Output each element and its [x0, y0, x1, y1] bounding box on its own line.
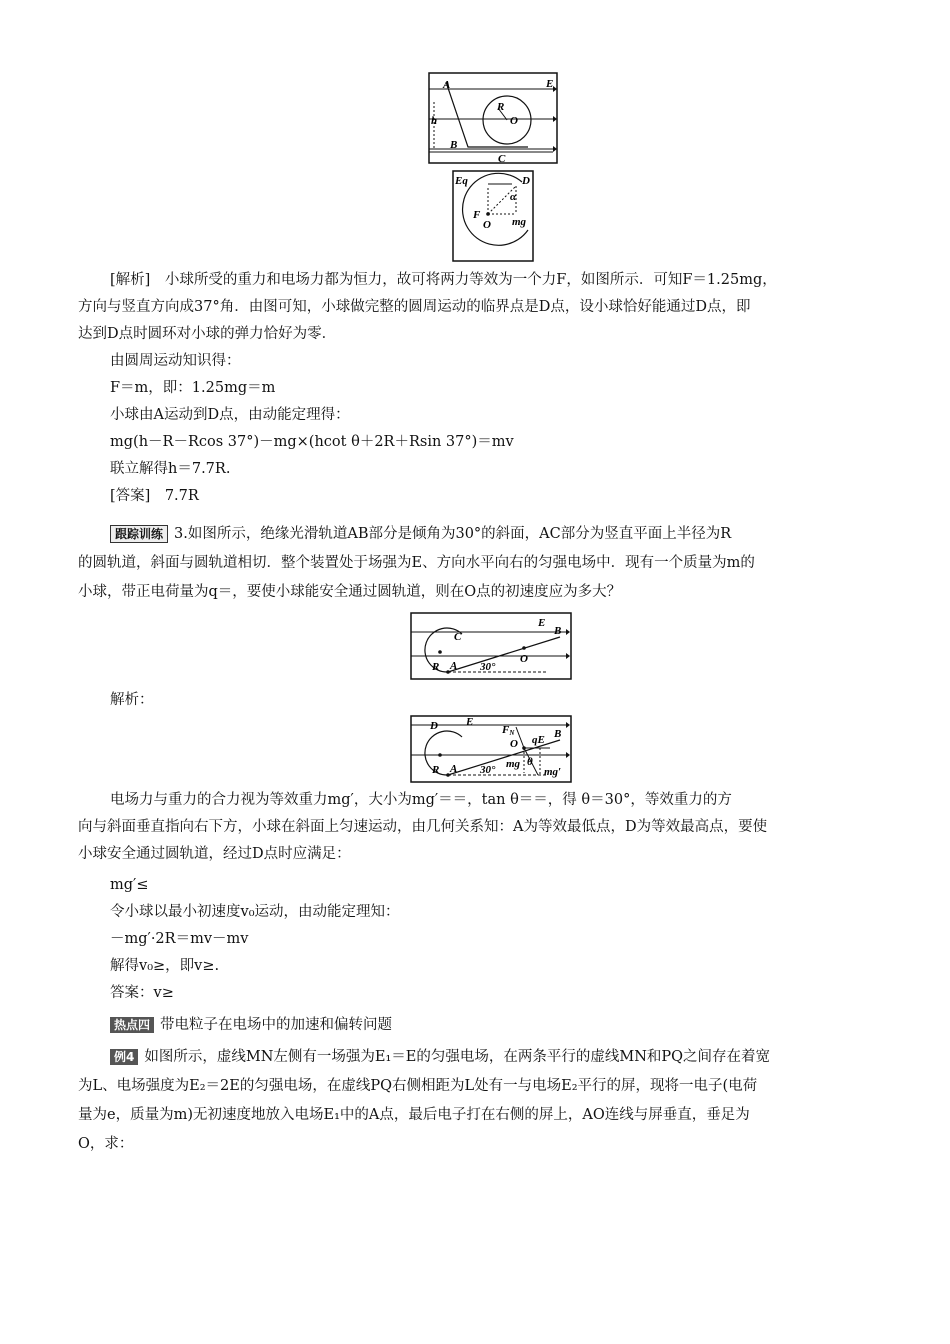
fig3-label-a: A [450, 660, 458, 672]
example-line-2: 为L、电场强度为E₂＝2E的匀强电场，在虚线PQ右侧相距为L处有一与电场E₂平行的屏，现将一电子(电荷 [78, 1078, 758, 1094]
training-text-1: 3.如图所示，绝缘光滑轨道AB部分是倾角为30°的斜面，AC部分为竖直平面上半径为R [174, 526, 732, 542]
fig1-label-b: B [450, 139, 458, 151]
fig2-label-eq: Eq [455, 175, 468, 187]
hotspot-badge: 热点四 [110, 1017, 154, 1033]
analysis-line-3: 达到D点时圆环对小球的弹力恰好为零． [78, 326, 337, 342]
analysis-line-8: 联立解得h＝7.7R. [110, 461, 231, 477]
example-line-1 [110, 1047, 770, 1067]
fig4-label-angle: 30° [480, 764, 496, 776]
fig4-label-mg: mg [506, 758, 521, 770]
fig1-label-e: E [546, 78, 554, 90]
fig3-label-o: O [520, 653, 528, 665]
figure-incline-loop [410, 612, 572, 680]
figure-equivalent-gravity [410, 715, 572, 783]
fig2-label-o: O [483, 219, 491, 231]
solution-line-7: 解得v₀≥，即v≥. [110, 958, 220, 974]
solution-line-2: 向与斜面垂直指向右下方，小球在斜面上匀速运动，由几何关系知：A为等效最低点，D为等效最高点，要使 [78, 819, 768, 835]
hotspot-title: 带电粒子在电场中的加速和偏转问题 [160, 1017, 393, 1033]
figure-force-diagram [452, 170, 534, 262]
solution-answer: 答案：v≥ [110, 985, 174, 1001]
fig1-label-c: C [498, 153, 506, 164]
fig4-label-o: O [510, 738, 518, 750]
fig1-label-h: h [431, 115, 438, 127]
training-line-3: 小球，带正电荷量为q＝，要使小球能安全通过圆轨道，则在O点的初速度应为多大？ [78, 584, 622, 600]
fig3-label-e: E [538, 617, 546, 629]
fig1-label-o: O [510, 115, 518, 127]
solution-line-5: 令小球以最小初速度v₀运动，由动能定理知： [110, 904, 400, 920]
fig4-label-qe: qE [532, 734, 545, 746]
fig4-label-b: B [554, 728, 562, 740]
analysis-line-7: mg(h－R－Rcos 37°)－mg×(hcot θ＋2R＋Rsin 37°)＝mv [110, 434, 514, 450]
solution-label: 解析： [110, 692, 154, 708]
solution-line-3: 小球安全通过圆轨道，经过D点时应满足： [78, 846, 351, 862]
analysis-line-2: 方向与竖直方向成37°角．由图可知，小球做完整的圆周运动的临界点是D点，设小球恰好能通过D点，即 [78, 299, 751, 315]
training-badge: 跟踪训练 [110, 525, 168, 543]
hotspot-heading [110, 1015, 392, 1035]
fig4-label-mgp: mg′ [544, 766, 562, 778]
example-text-1: 如图所示，虚线MN左侧有一场强为E₁＝E的匀强电场，在两条平行的虚线MN和PQ之间存在着宽 [144, 1049, 771, 1065]
solution-line-6: －mg′·2R＝mv－mv [110, 931, 249, 947]
fig2-label-alpha: α [510, 191, 517, 203]
training-line-1 [110, 524, 731, 544]
fig4-label-fn: FN [502, 724, 515, 737]
fig1-label-r: R [497, 101, 505, 113]
solution-line-1: 电场力与重力的合力视为等效重力mg′，大小为mg′＝＝，tan θ＝＝，得 θ＝30°，等效重力的方 [110, 792, 732, 808]
figure-track-loop [428, 72, 558, 164]
fig4-label-r: R [432, 764, 440, 776]
fig4-label-e: E [466, 716, 474, 728]
analysis-line-1: [解析] 小球所受的重力和电场力都为恒力，故可将两力等效为一个力F，如图所示．可知F＝1.25mg， [110, 272, 777, 288]
analysis-line-5: F＝m，即：1.25mg＝m [110, 380, 276, 396]
fig3-label-b: B [554, 625, 562, 637]
fig2-label-f: F [473, 209, 481, 221]
fig2-label-d: D [522, 175, 530, 187]
example-line-4: O，求： [78, 1136, 134, 1152]
training-line-2: 的圆轨道，斜面与圆轨道相切．整个装置处于场强为E、方向水平向右的匀强电场中．现有一个质量为m的 [78, 555, 755, 571]
fig3-label-c: C [454, 631, 462, 643]
fig3-label-angle: 30° [480, 661, 496, 673]
example-badge: 例4 [110, 1049, 138, 1065]
example-line-3: 量为e，质量为m)无初速度地放入电场E₁中的A点，最后电子打在右侧的屏上，AO连线与屏垂直，垂足为 [78, 1107, 750, 1123]
fig3-label-r: R [432, 661, 440, 673]
analysis-line-4: 由圆周运动知识得： [110, 353, 241, 369]
analysis-line-6: 小球由A运动到D点，由动能定理得： [110, 407, 350, 423]
fig2-label-mg: mg [512, 216, 527, 228]
answer-line: [答案] 7.7R [110, 488, 199, 504]
solution-line-4: mg′≤ [110, 877, 149, 893]
fig4-label-a: A [450, 763, 458, 775]
fig4-label-theta: θ [527, 756, 533, 768]
fig1-label-a: A [443, 79, 451, 91]
fig4-label-d: D [430, 720, 438, 732]
